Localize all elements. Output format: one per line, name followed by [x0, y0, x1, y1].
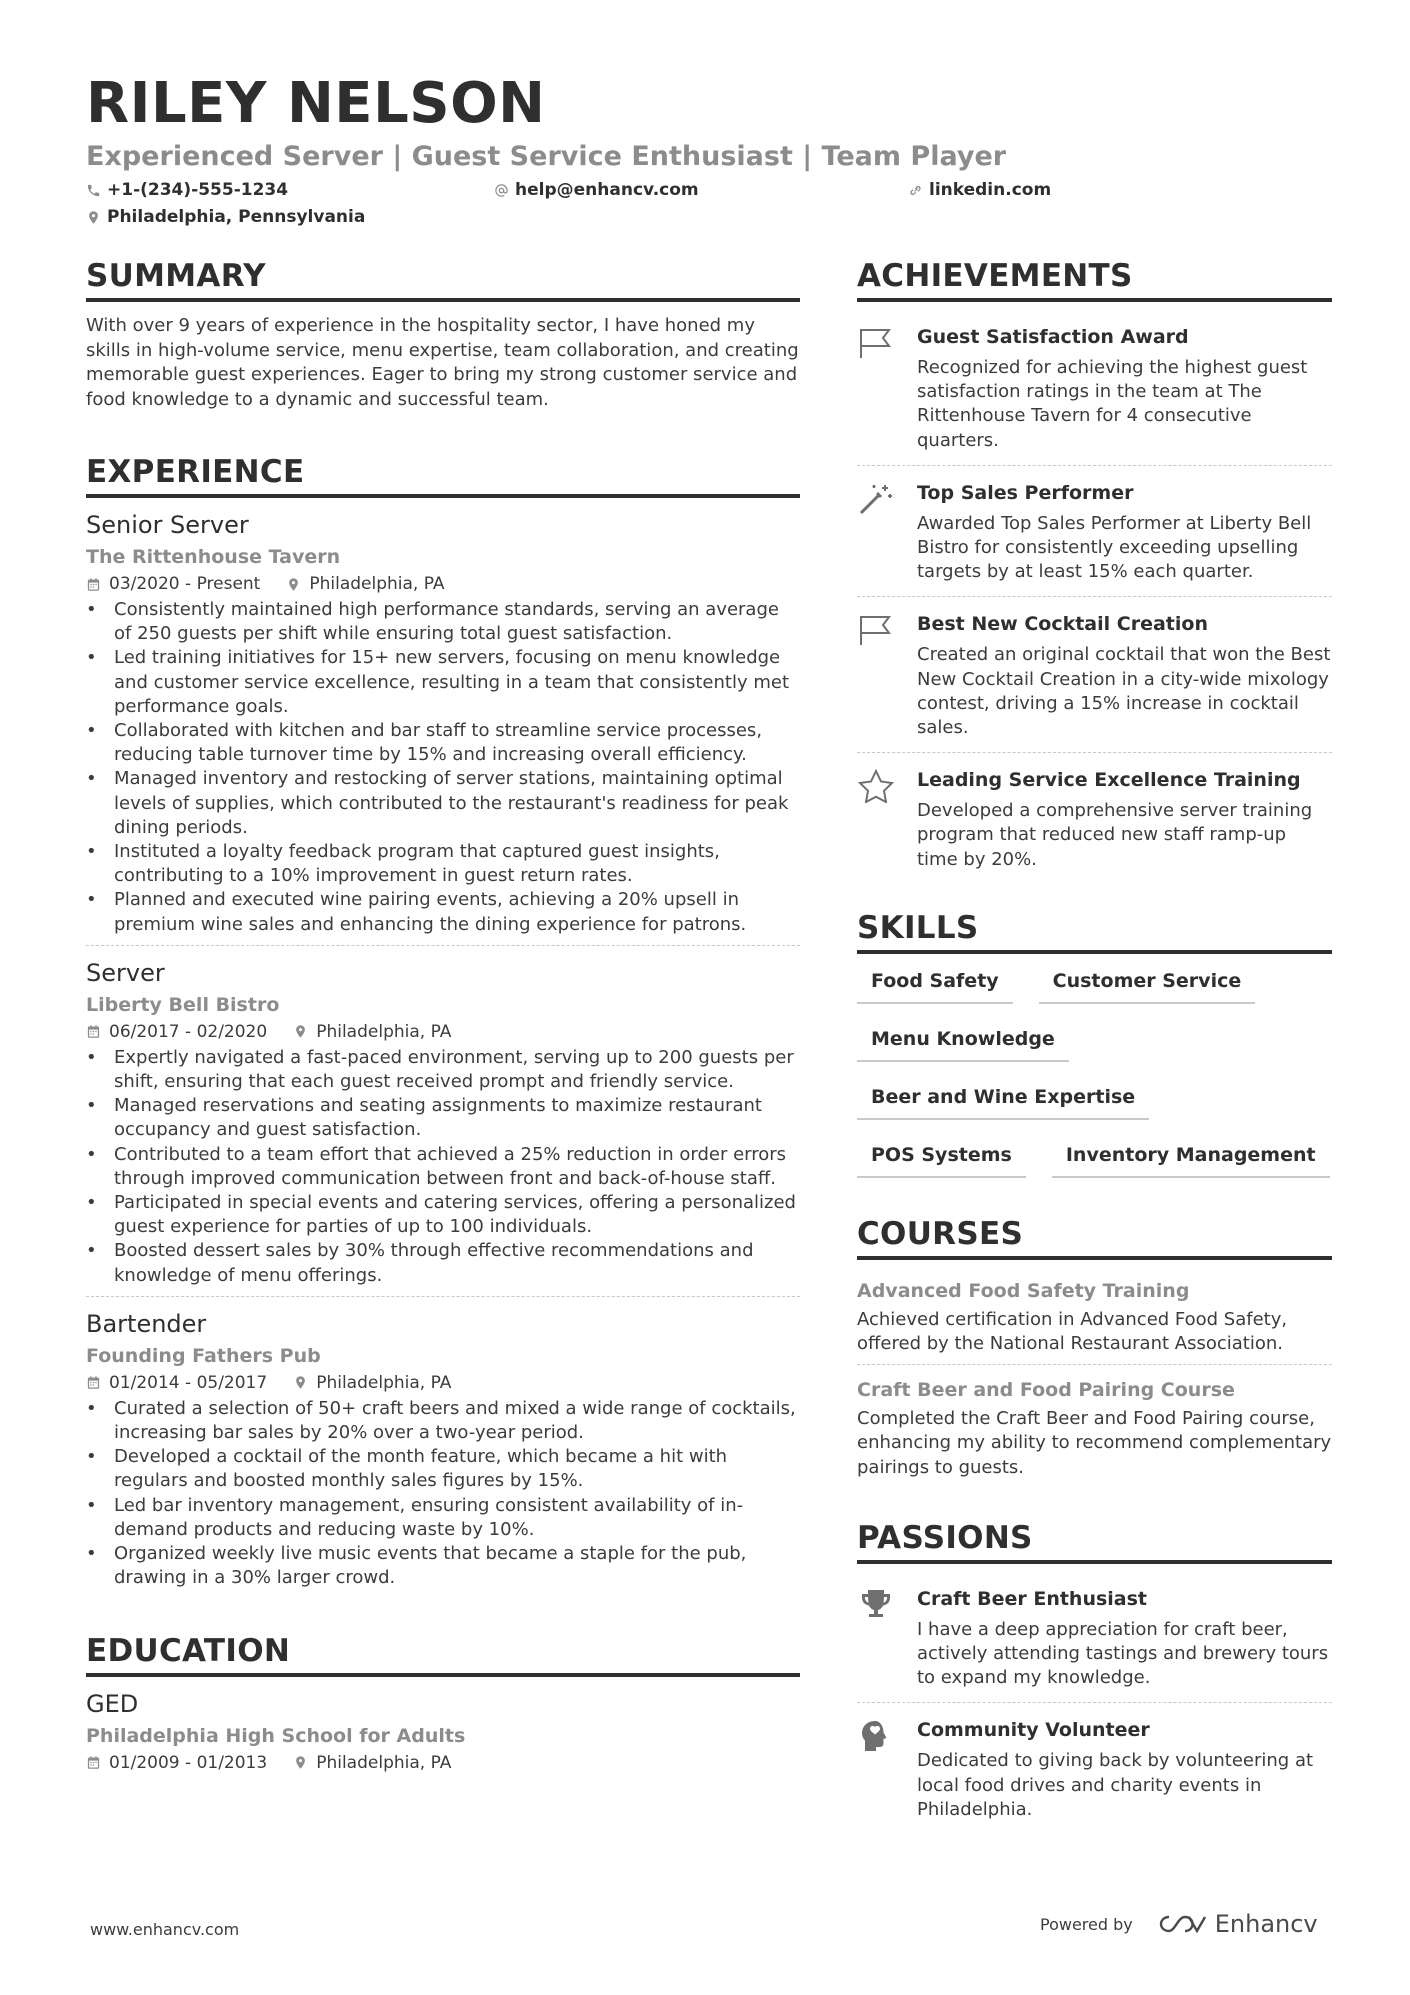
job-role: Senior Server — [86, 511, 249, 539]
contact-location: Philadelphia, Pennsylvania — [86, 207, 365, 227]
bullet-item: • Expertly navigated a fast-paced environment, serving up to 200 guests per shift, ensuring that each guest received prompt and friendly service. — [86, 1046, 800, 1094]
job-bullets — [86, 1046, 800, 1288]
education-entry — [86, 1689, 800, 1775]
achievement-desc: Awarded Top Sales Performer at Liberty Bell Bistro for consistently exceeding upselling targets by at least 15% each quarter. — [917, 512, 1312, 583]
education-school: Philadelphia High School for Adults — [86, 1724, 466, 1747]
experience-heading: EXPERIENCE — [86, 452, 800, 498]
magic-wand-icon — [857, 482, 895, 516]
footer-website[interactable]: www.enhancv.com — [90, 1920, 240, 1939]
bullet-item: • Led training initiatives for 15+ new servers, focusing on menu knowledge and customer service excellence, resulting in a team that consistently met performance goals. — [86, 646, 800, 719]
job-company: Liberty Bell Bistro — [86, 993, 280, 1016]
calendar-icon — [86, 1024, 101, 1039]
resume-header — [86, 72, 1336, 234]
job-dates: 01/2014 - 05/2017 — [109, 1372, 268, 1393]
bullet-item: • Developed a cocktail of the month feature, which became a hit with regulars and boosted monthly sales figures by 15%. — [86, 1445, 800, 1493]
achievement-title: Leading Service Excellence Training — [917, 769, 1301, 792]
passion-desc: Dedicated to giving back by volunteering at local food drives and charity events in Philadelphia. — [917, 1750, 1314, 1820]
achievement-title: Top Sales Performer — [917, 481, 1134, 504]
job-bullets — [86, 1397, 800, 1591]
bullet-item: • Planned and executed wine pairing events, achieving a 20% upsell in premium wine sales and enhancing the dining experience for patrons. — [86, 888, 800, 936]
achievement-desc: Created an original cocktail that won the Best New Cocktail Creation in a city-wide mixology contest, driving a 15% increase in cocktail sales. — [917, 644, 1331, 739]
location-pin-icon — [86, 210, 101, 225]
skill-tag: Beer and Wine Expertise — [857, 1082, 1149, 1120]
job-location: Philadelphia, PA — [316, 1021, 452, 1042]
summary-text: With over 9 years of experience in the hospitality sector, I have honed my skills in high-volume service, menu expertise, team collaboration, and creating memorable guest experiences. Eager to bring my strong customer service and food knowledge to a dynamic and successful team. — [86, 315, 799, 410]
calendar-icon — [86, 1375, 101, 1390]
summary-heading: SUMMARY — [86, 256, 800, 302]
bullet-item: • Managed reservations and seating assignments to maximize restaurant occupancy and guest satisfaction. — [86, 1094, 800, 1142]
location-pin-icon — [293, 1024, 308, 1039]
bullet-item: • Participated in special events and catering services, offering a personalized guest experience for parties of up to 100 individuals. — [86, 1191, 800, 1239]
course-item — [857, 1272, 1332, 1364]
skills-heading: SKILLS — [857, 908, 1332, 954]
job-location: Philadelphia, PA — [309, 574, 445, 594]
contact-email[interactable]: help@enhancv.com — [494, 180, 699, 200]
passions-heading: PASSIONS — [857, 1518, 1332, 1564]
skill-tag: Customer Service — [1039, 966, 1256, 1004]
right-column — [857, 256, 1332, 1834]
job-meta — [86, 1371, 800, 1395]
achievement-item — [857, 752, 1332, 884]
education-location: Philadelphia, PA — [316, 1752, 452, 1773]
star-icon — [857, 769, 895, 803]
brand-name: Enhancv — [1214, 1910, 1318, 1938]
powered-by-label: Powered by — [1040, 1914, 1133, 1934]
skill-tag: Menu Knowledge — [857, 1024, 1069, 1062]
candidate-name: RILEY NELSON — [86, 71, 546, 136]
job-meta — [86, 572, 800, 596]
skills-list — [857, 966, 1332, 1178]
achievement-title: Guest Satisfaction Award — [917, 326, 1189, 348]
contact-info — [86, 180, 1336, 234]
job-meta — [86, 1020, 800, 1044]
bullet-item: • Contributed to a team effort that achieved a 25% reduction in order errors through improved communication between front and back-of-house staff. — [86, 1143, 800, 1191]
flag-icon — [857, 613, 895, 647]
bullet-item: • Managed inventory and restocking of server stations, maintaining optimal levels of supplies, which contributed to the restaurant's readiness for peak dining periods. — [86, 767, 800, 840]
job-role: Bartender — [86, 1309, 207, 1338]
course-desc: Completed the Craft Beer and Food Pairing course, enhancing my ability to recommend complementary pairings to guests. — [857, 1408, 1332, 1478]
left-column — [86, 256, 800, 1777]
passion-item — [857, 1576, 1332, 1703]
job-dates: 06/2017 - 02/2020 — [109, 1021, 268, 1042]
brand-logo[interactable] — [1159, 1910, 1318, 1938]
achievement-title: Best New Cocktail Creation — [917, 613, 1208, 636]
at-icon — [494, 183, 509, 198]
location-pin-icon — [293, 1375, 308, 1390]
calendar-icon — [86, 1755, 101, 1770]
trophy-icon — [857, 1588, 895, 1622]
course-title: Advanced Food Safety Training — [857, 1279, 1190, 1302]
education-dates: 01/2009 - 01/2013 — [109, 1752, 268, 1773]
job-bullets — [86, 598, 800, 937]
location-pin-icon — [286, 577, 301, 592]
job-entry — [86, 945, 800, 1296]
skill-tag: Food Safety — [857, 966, 1013, 1004]
achievement-desc: Developed a comprehensive server training program that reduced new staff ramp-up time by 20%. — [917, 800, 1313, 870]
achievement-item — [857, 596, 1332, 752]
passion-desc: I have a deep appreciation for craft beer, actively attending tastings and brewery tours to expand my knowledge. — [917, 1618, 1329, 1689]
courses-heading: COURSES — [857, 1214, 1332, 1260]
education-degree: GED — [86, 1689, 139, 1718]
bullet-item: • Boosted dessert sales by 30% through effective recommendations and knowledge of menu offerings. — [86, 1239, 800, 1287]
location-pin-icon — [293, 1755, 308, 1770]
bullet-item: • Collaborated with kitchen and bar staff to streamline service processes, reducing table turnover time by 15% and increasing overall efficiency. — [86, 719, 800, 767]
bullet-item: • Consistently maintained high performance standards, serving an average of 250 guests per shift while ensuring total guest satisfaction. — [86, 598, 800, 646]
passion-title: Craft Beer Enthusiast — [917, 1587, 1148, 1610]
job-entry — [86, 510, 800, 945]
skill-tag: POS Systems — [857, 1140, 1026, 1178]
passion-item — [857, 1702, 1332, 1834]
bullet-item: • Led bar inventory management, ensuring consistent availability of in-demand products and reducing waste by 10%. — [86, 1494, 800, 1542]
calendar-icon — [86, 577, 101, 592]
achievements-heading: ACHIEVEMENTS — [857, 256, 1332, 302]
course-desc: Achieved certification in Advanced Food Safety, offered by the National Restaurant Association. — [857, 1308, 1288, 1355]
course-title: Craft Beer and Food Pairing Course — [857, 1379, 1235, 1402]
skill-tag: Inventory Management — [1052, 1140, 1330, 1178]
bullet-item: • Organized weekly live music events that became a staple for the pub, drawing in a 30% larger crowd. — [86, 1542, 800, 1590]
job-role: Server — [86, 958, 165, 987]
achievement-item — [857, 314, 1332, 465]
phone-icon — [86, 183, 101, 198]
bullet-item: • Instituted a loyalty feedback program that captured guest insights, contributing to a 10% improvement in guest return rates. — [86, 840, 800, 888]
course-item — [857, 1364, 1332, 1488]
job-entry — [86, 1296, 800, 1599]
link-icon — [908, 183, 923, 198]
education-meta — [86, 1751, 800, 1775]
job-dates: 03/2020 - Present — [109, 574, 261, 594]
bullet-item: • Curated a selection of 50+ craft beers and mixed a wide range of cocktails, increasing bar sales by 20% over a two-year period. — [86, 1397, 800, 1445]
education-heading: EDUCATION — [86, 1631, 800, 1677]
job-location: Philadelphia, PA — [316, 1372, 452, 1393]
candidate-title: Experienced Server | Guest Service Enthusiast | Team Player — [86, 141, 1007, 172]
footer-branding — [1040, 1910, 1318, 1938]
achievement-desc: Recognized for achieving the highest guest satisfaction ratings in the team at The Rittenhouse Tavern for 4 consecutive quarters. — [917, 357, 1308, 451]
flag-icon — [857, 326, 895, 360]
job-company: The Rittenhouse Tavern — [86, 546, 341, 568]
enhancv-logo-icon — [1159, 1911, 1207, 1937]
achievement-item — [857, 465, 1332, 597]
passion-title: Community Volunteer — [917, 1719, 1150, 1742]
contact-website[interactable]: linkedin.com — [908, 180, 1051, 200]
head-heart-icon — [857, 1719, 895, 1753]
contact-phone: +1-(234)-555-1234 — [86, 180, 288, 200]
job-company: Founding Fathers Pub — [86, 1344, 321, 1367]
